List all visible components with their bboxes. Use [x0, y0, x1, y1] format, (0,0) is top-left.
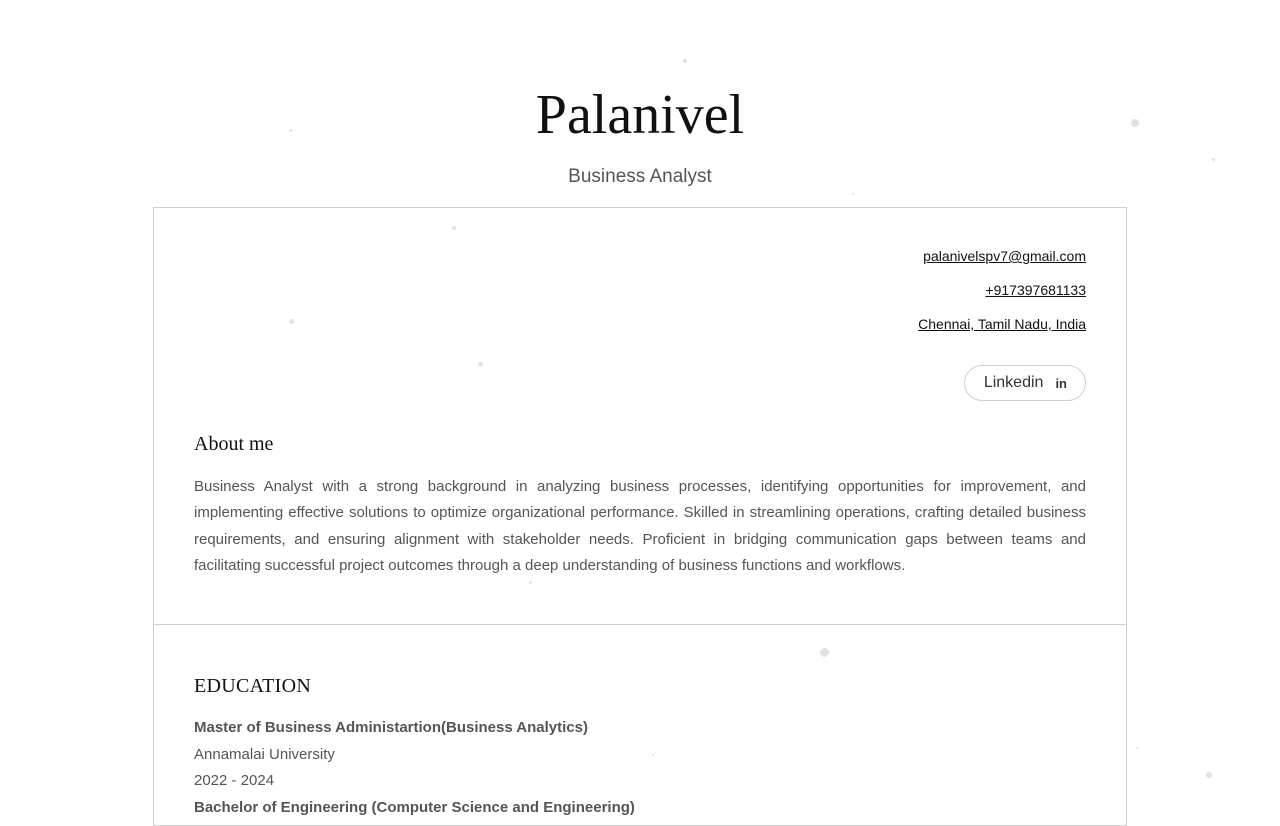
background-particle — [852, 193, 854, 195]
profile-card — [153, 207, 1127, 625]
background-particle — [1136, 747, 1138, 749]
linkedin-icon: in — [1055, 375, 1067, 391]
education-card — [153, 624, 1127, 826]
about-title: About me — [194, 433, 274, 455]
location-link[interactable]: Chennai, Tamil Nadu, India — [918, 316, 1086, 332]
linkedin-button[interactable] — [964, 365, 1086, 401]
education-institution: Annamalai University — [194, 745, 335, 763]
profile-role: Business Analyst — [568, 166, 712, 187]
about-text: Business Analyst with a strong background in analyzing business processes, identifying opportunities for improvement, and implementing effective solutions to optimize organizational performance. Skilled in streamlining operations, crafting detailed business requirements, and ensuring alignment with stakeholder needs. Proficient in bridging communication gaps between teams and facilitating successful project outcomes through a deep understanding of business functions and workflows. — [194, 478, 1086, 575]
background-particle — [1212, 158, 1215, 161]
background-particle — [683, 59, 687, 63]
education-degree: Bachelor of Engineering (Computer Science and Engineering) — [194, 798, 635, 816]
profile-name: Palanivel — [535, 84, 745, 146]
education-degree: Master of Business Administartion(Business Analytics) — [194, 719, 588, 736]
linkedin-label: Linkedin — [983, 374, 1044, 391]
email-link[interactable]: palanivelspv7@gmail.com — [923, 248, 1086, 264]
education-years: 2022 - 2024 — [194, 772, 275, 789]
background-particle — [1206, 772, 1212, 778]
education-list — [194, 715, 635, 821]
phone-link[interactable]: +917397681133 — [985, 282, 1086, 298]
education-title: EDUCATION — [194, 675, 312, 697]
contact-list — [918, 248, 1086, 350]
